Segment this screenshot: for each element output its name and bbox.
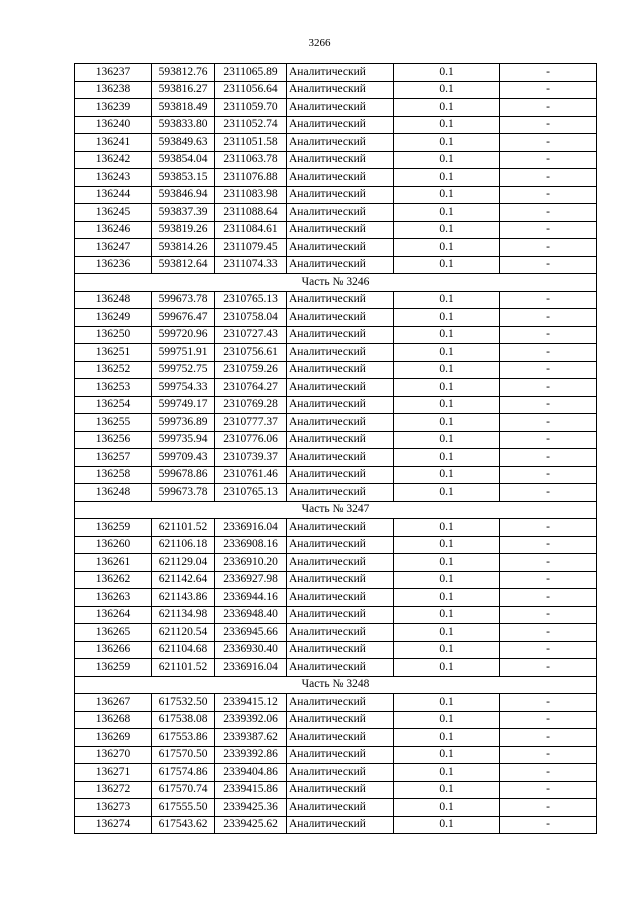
point-id-cell: 136240 [75,116,152,134]
x-coordinate-cell: 599752.75 [152,361,215,379]
point-id-cell: 136255 [75,414,152,432]
method-cell: Аналитический [287,694,394,712]
dash-cell: - [500,186,597,204]
x-coordinate-cell: 593818.49 [152,99,215,117]
y-coordinate-cell: 2336910.20 [215,554,287,572]
y-coordinate-cell: 2339404.86 [215,764,287,782]
method-cell: Аналитический [287,466,394,484]
method-cell: Аналитический [287,449,394,467]
method-cell: Аналитический [287,764,394,782]
method-cell: Аналитический [287,571,394,589]
accuracy-cell: 0.1 [394,414,500,432]
point-id-cell: 136247 [75,239,152,257]
x-coordinate-cell: 599678.86 [152,466,215,484]
y-coordinate-cell: 2311074.33 [215,256,287,274]
method-cell: Аналитический [287,361,394,379]
coordinates-table [74,63,597,834]
accuracy-cell: 0.1 [394,519,500,537]
x-coordinate-cell: 593846.94 [152,186,215,204]
accuracy-cell: 0.1 [394,186,500,204]
accuracy-cell: 0.1 [394,81,500,99]
dash-cell: - [500,204,597,222]
dash-cell: - [500,309,597,327]
table-row [75,606,597,624]
table-row [75,589,597,607]
dash-cell: - [500,606,597,624]
part-header-row [75,676,597,694]
dash-cell: - [500,396,597,414]
coordinates-table-body [75,64,597,834]
method-cell: Аналитический [287,606,394,624]
method-cell: Аналитический [287,414,394,432]
y-coordinate-cell: 2310756.61 [215,344,287,362]
point-id-cell: 136248 [75,291,152,309]
dash-cell: - [500,256,597,274]
point-id-cell: 136252 [75,361,152,379]
table-row [75,571,597,589]
dash-cell: - [500,64,597,82]
table-row [75,519,597,537]
y-coordinate-cell: 2336916.04 [215,519,287,537]
accuracy-cell: 0.1 [394,641,500,659]
table-row [75,239,597,257]
point-id-cell: 136260 [75,536,152,554]
method-cell: Аналитический [287,396,394,414]
accuracy-cell: 0.1 [394,309,500,327]
dash-cell: - [500,589,597,607]
table-row [75,781,597,799]
y-coordinate-cell: 2339392.86 [215,746,287,764]
y-coordinate-cell: 2339415.12 [215,694,287,712]
table-row [75,396,597,414]
y-coordinate-cell: 2311065.89 [215,64,287,82]
y-coordinate-cell: 2310765.13 [215,484,287,502]
table-row [75,291,597,309]
y-coordinate-cell: 2339425.62 [215,816,287,834]
point-id-cell: 136245 [75,204,152,222]
y-coordinate-cell: 2310765.13 [215,291,287,309]
point-id-cell: 136265 [75,624,152,642]
table-row [75,64,597,82]
table-row [75,256,597,274]
dash-cell: - [500,116,597,134]
dash-cell: - [500,816,597,834]
point-id-cell: 136262 [75,571,152,589]
x-coordinate-cell: 593816.27 [152,81,215,99]
dash-cell: - [500,151,597,169]
x-coordinate-cell: 617553.86 [152,729,215,747]
point-id-cell: 136261 [75,554,152,572]
table-row [75,466,597,484]
point-id-cell: 136253 [75,379,152,397]
accuracy-cell: 0.1 [394,484,500,502]
dash-cell: - [500,99,597,117]
method-cell: Аналитический [287,64,394,82]
dash-cell: - [500,554,597,572]
x-coordinate-cell: 593837.39 [152,204,215,222]
point-id-cell: 136241 [75,134,152,152]
accuracy-cell: 0.1 [394,589,500,607]
point-id-cell: 136243 [75,169,152,187]
x-coordinate-cell: 621142.64 [152,571,215,589]
point-id-cell: 136236 [75,256,152,274]
y-coordinate-cell: 2311076.88 [215,169,287,187]
point-id-cell: 136258 [75,466,152,484]
x-coordinate-cell: 593833.80 [152,116,215,134]
x-coordinate-cell: 621134.98 [152,606,215,624]
accuracy-cell: 0.1 [394,466,500,484]
method-cell: Аналитический [287,746,394,764]
y-coordinate-cell: 2339425.36 [215,799,287,817]
point-id-cell: 136248 [75,484,152,502]
y-coordinate-cell: 2336945.66 [215,624,287,642]
accuracy-cell: 0.1 [394,764,500,782]
x-coordinate-cell: 621129.04 [152,554,215,572]
method-cell: Аналитический [287,169,394,187]
dash-cell: - [500,414,597,432]
method-cell: Аналитический [287,186,394,204]
method-cell: Аналитический [287,134,394,152]
point-id-cell: 136264 [75,606,152,624]
x-coordinate-cell: 599751.91 [152,344,215,362]
x-coordinate-cell: 621106.18 [152,536,215,554]
table-row [75,764,597,782]
table-row [75,361,597,379]
point-id-cell: 136250 [75,326,152,344]
table-row [75,554,597,572]
point-id-cell: 136257 [75,449,152,467]
y-coordinate-cell: 2311079.45 [215,239,287,257]
x-coordinate-cell: 599749.17 [152,396,215,414]
x-coordinate-cell: 599673.78 [152,291,215,309]
accuracy-cell: 0.1 [394,694,500,712]
method-cell: Аналитический [287,291,394,309]
point-id-cell: 136274 [75,816,152,834]
accuracy-cell: 0.1 [394,64,500,82]
dash-cell: - [500,694,597,712]
y-coordinate-cell: 2336908.16 [215,536,287,554]
y-coordinate-cell: 2336948.40 [215,606,287,624]
x-coordinate-cell: 599736.89 [152,414,215,432]
accuracy-cell: 0.1 [394,746,500,764]
method-cell: Аналитический [287,256,394,274]
x-coordinate-cell: 599673.78 [152,484,215,502]
x-coordinate-cell: 621120.54 [152,624,215,642]
y-coordinate-cell: 2339387.62 [215,729,287,747]
x-coordinate-cell: 593814.26 [152,239,215,257]
y-coordinate-cell: 2311056.64 [215,81,287,99]
method-cell: Аналитический [287,99,394,117]
dash-cell: - [500,379,597,397]
y-coordinate-cell: 2336927.98 [215,571,287,589]
x-coordinate-cell: 593812.64 [152,256,215,274]
dash-cell: - [500,624,597,642]
x-coordinate-cell: 621143.86 [152,589,215,607]
method-cell: Аналитический [287,799,394,817]
y-coordinate-cell: 2336944.16 [215,589,287,607]
x-coordinate-cell: 621101.52 [152,519,215,537]
accuracy-cell: 0.1 [394,781,500,799]
dash-cell: - [500,781,597,799]
point-id-cell: 136259 [75,519,152,537]
dash-cell: - [500,431,597,449]
method-cell: Аналитический [287,81,394,99]
x-coordinate-cell: 617543.62 [152,816,215,834]
dash-cell: - [500,571,597,589]
accuracy-cell: 0.1 [394,536,500,554]
y-coordinate-cell: 2310739.37 [215,449,287,467]
y-coordinate-cell: 2310769.28 [215,396,287,414]
method-cell: Аналитический [287,116,394,134]
method-cell: Аналитический [287,239,394,257]
accuracy-cell: 0.1 [394,204,500,222]
method-cell: Аналитический [287,519,394,537]
point-id-cell: 136270 [75,746,152,764]
accuracy-cell: 0.1 [394,816,500,834]
y-coordinate-cell: 2310777.37 [215,414,287,432]
y-coordinate-cell: 2310759.26 [215,361,287,379]
table-row [75,624,597,642]
point-id-cell: 136266 [75,641,152,659]
y-coordinate-cell: 2310776.06 [215,431,287,449]
dash-cell: - [500,134,597,152]
point-id-cell: 136238 [75,81,152,99]
dash-cell: - [500,641,597,659]
page-number: 3266 [308,37,331,49]
x-coordinate-cell: 617574.86 [152,764,215,782]
x-coordinate-cell: 593849.63 [152,134,215,152]
part-title: Часть № 3248 [75,676,597,694]
method-cell: Аналитический [287,641,394,659]
point-id-cell: 136271 [75,764,152,782]
y-coordinate-cell: 2311088.64 [215,204,287,222]
accuracy-cell: 0.1 [394,344,500,362]
method-cell: Аналитический [287,589,394,607]
point-id-cell: 136239 [75,99,152,117]
table-row [75,221,597,239]
dash-cell: - [500,466,597,484]
method-cell: Аналитический [287,781,394,799]
accuracy-cell: 0.1 [394,659,500,677]
method-cell: Аналитический [287,729,394,747]
point-id-cell: 136249 [75,309,152,327]
y-coordinate-cell: 2310727.43 [215,326,287,344]
x-coordinate-cell: 621104.68 [152,641,215,659]
dash-cell: - [500,291,597,309]
point-id-cell: 136272 [75,781,152,799]
point-id-cell: 136251 [75,344,152,362]
method-cell: Аналитический [287,624,394,642]
table-row [75,116,597,134]
method-cell: Аналитический [287,344,394,362]
table-row [75,484,597,502]
dash-cell: - [500,484,597,502]
accuracy-cell: 0.1 [394,571,500,589]
method-cell: Аналитический [287,221,394,239]
point-id-cell: 136237 [75,64,152,82]
dash-cell: - [500,326,597,344]
y-coordinate-cell: 2311059.70 [215,99,287,117]
dash-cell: - [500,449,597,467]
y-coordinate-cell: 2336930.40 [215,641,287,659]
y-coordinate-cell: 2339392.06 [215,711,287,729]
point-id-cell: 136254 [75,396,152,414]
y-coordinate-cell: 2311063.78 [215,151,287,169]
x-coordinate-cell: 593812.76 [152,64,215,82]
table-row [75,816,597,834]
dash-cell: - [500,746,597,764]
table-row [75,711,597,729]
accuracy-cell: 0.1 [394,326,500,344]
x-coordinate-cell: 599676.47 [152,309,215,327]
accuracy-cell: 0.1 [394,729,500,747]
table-row [75,414,597,432]
dash-cell: - [500,536,597,554]
table-row [75,694,597,712]
accuracy-cell: 0.1 [394,116,500,134]
table-row [75,729,597,747]
accuracy-cell: 0.1 [394,221,500,239]
method-cell: Аналитический [287,554,394,572]
y-coordinate-cell: 2311051.58 [215,134,287,152]
accuracy-cell: 0.1 [394,256,500,274]
y-coordinate-cell: 2311052.74 [215,116,287,134]
table-row [75,326,597,344]
point-id-cell: 136273 [75,799,152,817]
accuracy-cell: 0.1 [394,151,500,169]
dash-cell: - [500,239,597,257]
method-cell: Аналитический [287,326,394,344]
table-row [75,449,597,467]
x-coordinate-cell: 621101.52 [152,659,215,677]
method-cell: Аналитический [287,309,394,327]
y-coordinate-cell: 2311084.61 [215,221,287,239]
dash-cell: - [500,729,597,747]
accuracy-cell: 0.1 [394,624,500,642]
y-coordinate-cell: 2336916.04 [215,659,287,677]
x-coordinate-cell: 593854.04 [152,151,215,169]
dash-cell: - [500,344,597,362]
method-cell: Аналитический [287,204,394,222]
y-coordinate-cell: 2310764.27 [215,379,287,397]
part-header-row [75,274,597,292]
x-coordinate-cell: 593819.26 [152,221,215,239]
dash-cell: - [500,221,597,239]
table-row [75,746,597,764]
method-cell: Аналитический [287,711,394,729]
table-row [75,81,597,99]
x-coordinate-cell: 599709.43 [152,449,215,467]
method-cell: Аналитический [287,431,394,449]
accuracy-cell: 0.1 [394,134,500,152]
x-coordinate-cell: 617555.50 [152,799,215,817]
y-coordinate-cell: 2339415.86 [215,781,287,799]
dash-cell: - [500,764,597,782]
dash-cell: - [500,169,597,187]
dash-cell: - [500,659,597,677]
point-id-cell: 136244 [75,186,152,204]
x-coordinate-cell: 593853.15 [152,169,215,187]
point-id-cell: 136263 [75,589,152,607]
point-id-cell: 136256 [75,431,152,449]
table-row [75,659,597,677]
table-row [75,309,597,327]
dash-cell: - [500,361,597,379]
x-coordinate-cell: 599735.94 [152,431,215,449]
x-coordinate-cell: 599754.33 [152,379,215,397]
method-cell: Аналитический [287,484,394,502]
table-row [75,169,597,187]
accuracy-cell: 0.1 [394,239,500,257]
point-id-cell: 136267 [75,694,152,712]
accuracy-cell: 0.1 [394,799,500,817]
accuracy-cell: 0.1 [394,554,500,572]
table-row [75,344,597,362]
x-coordinate-cell: 617570.50 [152,746,215,764]
table-row [75,204,597,222]
dash-cell: - [500,81,597,99]
x-coordinate-cell: 617570.74 [152,781,215,799]
dash-cell: - [500,711,597,729]
part-header-row [75,501,597,519]
x-coordinate-cell: 617538.08 [152,711,215,729]
table-row [75,151,597,169]
method-cell: Аналитический [287,379,394,397]
dash-cell: - [500,799,597,817]
point-id-cell: 136246 [75,221,152,239]
dash-cell: - [500,519,597,537]
accuracy-cell: 0.1 [394,449,500,467]
accuracy-cell: 0.1 [394,396,500,414]
table-row [75,134,597,152]
accuracy-cell: 0.1 [394,169,500,187]
accuracy-cell: 0.1 [394,379,500,397]
x-coordinate-cell: 617532.50 [152,694,215,712]
accuracy-cell: 0.1 [394,361,500,379]
method-cell: Аналитический [287,816,394,834]
table-row [75,536,597,554]
method-cell: Аналитический [287,659,394,677]
part-title: Часть № 3246 [75,274,597,292]
y-coordinate-cell: 2310758.04 [215,309,287,327]
x-coordinate-cell: 599720.96 [152,326,215,344]
method-cell: Аналитический [287,151,394,169]
table-row [75,186,597,204]
method-cell: Аналитический [287,536,394,554]
table-row [75,641,597,659]
y-coordinate-cell: 2310761.46 [215,466,287,484]
y-coordinate-cell: 2311083.98 [215,186,287,204]
accuracy-cell: 0.1 [394,99,500,117]
table-row [75,799,597,817]
table-row [75,379,597,397]
accuracy-cell: 0.1 [394,711,500,729]
table-row [75,99,597,117]
accuracy-cell: 0.1 [394,606,500,624]
point-id-cell: 136269 [75,729,152,747]
accuracy-cell: 0.1 [394,291,500,309]
point-id-cell: 136242 [75,151,152,169]
table-row [75,431,597,449]
point-id-cell: 136259 [75,659,152,677]
accuracy-cell: 0.1 [394,431,500,449]
point-id-cell: 136268 [75,711,152,729]
part-title: Часть № 3247 [75,501,597,519]
